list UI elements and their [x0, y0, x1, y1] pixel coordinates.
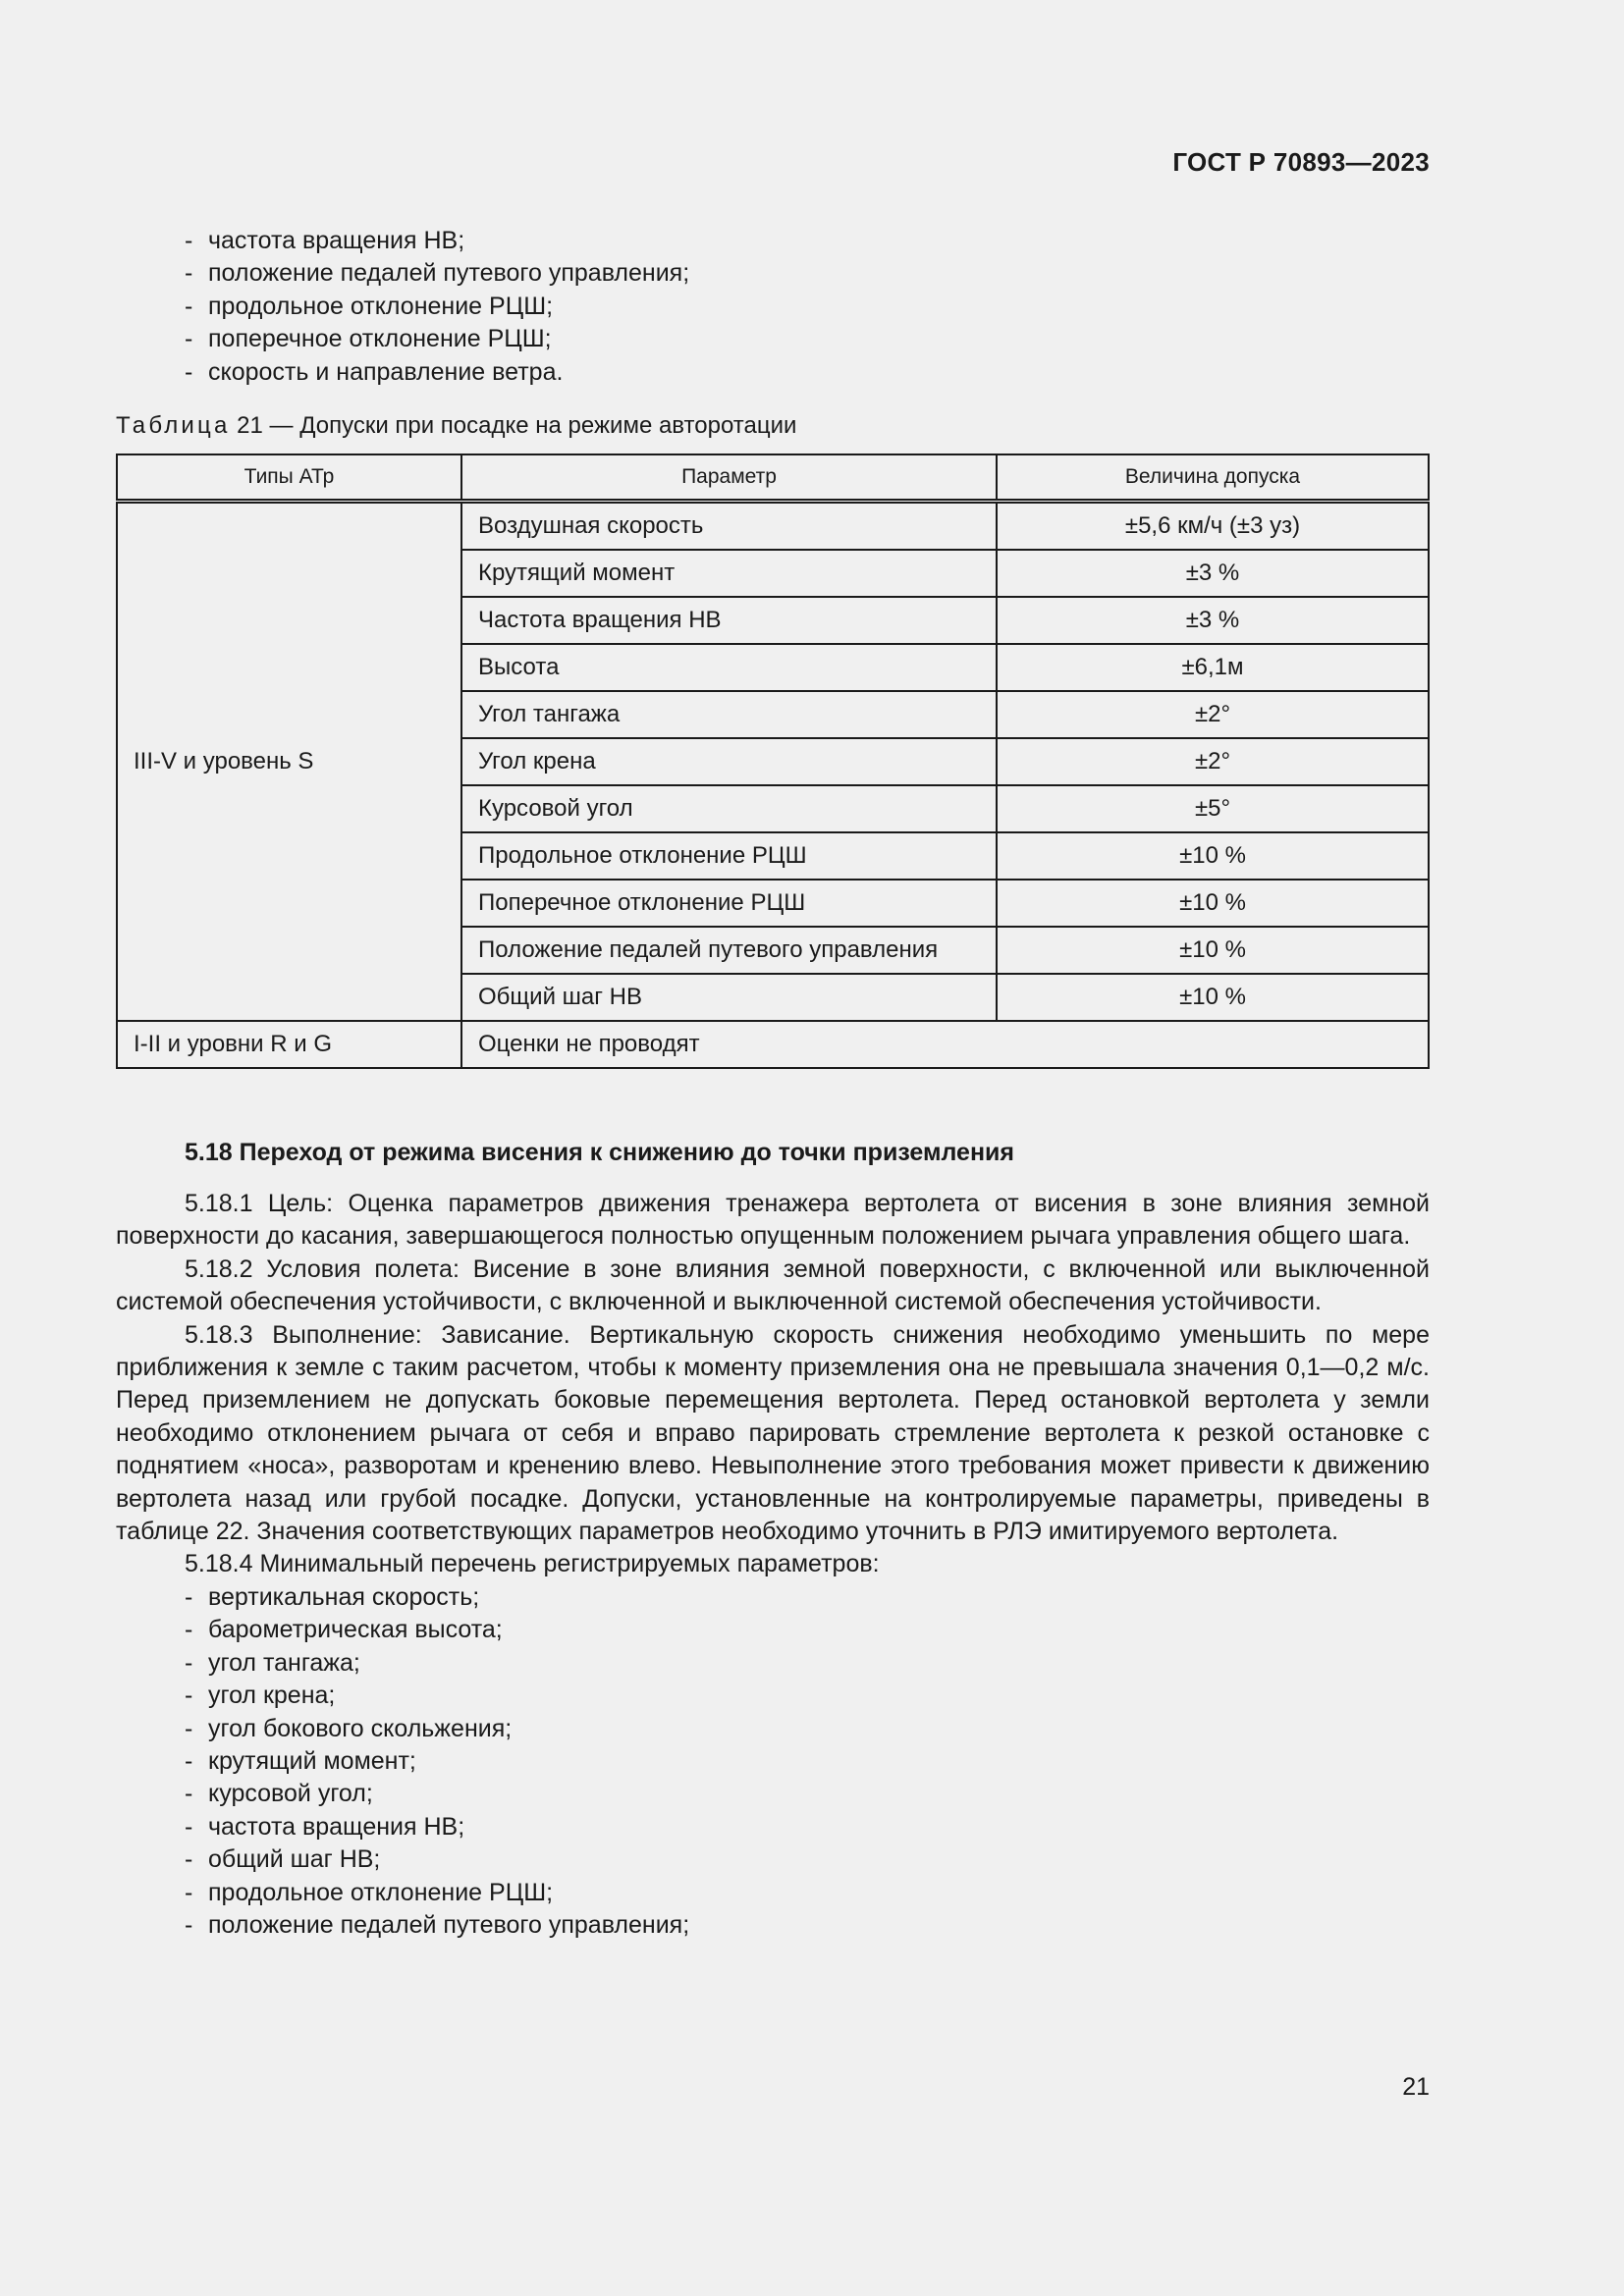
list-item: - вертикальная скорость; — [116, 1581, 1430, 1614]
table-row — [117, 502, 1429, 551]
value-cell: ±3 % — [997, 597, 1429, 644]
list-item: - продольное отклонение РЦШ; — [116, 1877, 1430, 1909]
document-code: ГОСТ Р 70893—2023 — [1172, 147, 1430, 177]
param-cell: Воздушная скорость — [461, 502, 997, 551]
param-cell: Поперечное отклонение РЦШ — [461, 880, 997, 927]
value-cell: ±10 % — [997, 927, 1429, 974]
list-item: - крутящий момент; — [116, 1745, 1430, 1778]
paragraph: 5.18.1 Цель: Оценка параметров движения тренажера вертолета от висения в зоне влияния земной поверхности до касания, завершающегося полностью опущенным положением рычага управления общего шага. — [116, 1190, 1430, 1251]
list-item: - поперечное отклонение РЦШ; — [116, 323, 1430, 355]
table-header-row — [117, 454, 1429, 502]
param-cell: Курсовой угол — [461, 785, 997, 832]
value-cell: ±5,6 км/ч (±3 уз) — [997, 502, 1429, 551]
parameter-list — [116, 1581, 1430, 1942]
table-row — [117, 1021, 1429, 1068]
top-list — [116, 225, 1430, 389]
paragraph: 5.18.4 Минимальный перечень регистрируемых параметров: — [185, 1550, 880, 1578]
list-item: - положение педалей путевого управления; — [116, 1909, 1430, 1942]
type-cell: I-II и уровни R и G — [117, 1021, 461, 1068]
section-heading: 5.18 Переход от режима висения к снижению до точки приземления — [185, 1139, 1014, 1166]
list-item: - скорость и направление ветра. — [116, 356, 1430, 389]
param-cell: Общий шаг НВ — [461, 974, 997, 1021]
list-item: - курсовой угол; — [116, 1778, 1430, 1810]
list-item: - барометрическая высота; — [116, 1614, 1430, 1646]
table-caption-prefix: Таблица — [116, 412, 231, 439]
paragraph: 5.18.2 Условия полета: Висение в зоне влияния земной поверхности, с включенной или выключенной системой обеспечения устойчивости, с включенной и выключенной системой обеспечения устойчивости. — [116, 1255, 1430, 1316]
list-item: - частота вращения НВ; — [116, 1811, 1430, 1843]
param-cell: Частота вращения НВ — [461, 597, 997, 644]
value-cell: ±10 % — [997, 832, 1429, 880]
param-cell: Угол крена — [461, 738, 997, 785]
paragraph: 5.18.3 Выполнение: Зависание. Вертикальную скорость снижения необходимо уменьшить по мере приближения к земле с таким расчетом, чтобы к моменту приземления она не превышала значения 0,1—0,2 м/с. Перед приземлением не допускать боковые перемещения вертолета. Перед остановкой вертолета у земли необходимо отклонением рычага от себя и вправо парировать стремление вертолета к резкой остановке с поднятием «носа», разворотам и кренению влево. Невыполнение этого требования может привести к движению вертолета назад или грубой посадке. Допуски, установленные на контролируемые параметры, приведены в таблице 22. Значения соответствующих параметров необходимо уточнить в РЛЭ имитируемого вертолета. — [116, 1320, 1430, 1546]
list-item: - положение педалей путевого управления; — [116, 257, 1430, 290]
list-item: - общий шаг НВ; — [116, 1843, 1430, 1876]
value-cell: ±5° — [997, 785, 1429, 832]
value-cell: ±3 % — [997, 550, 1429, 597]
list-item: - частота вращения НВ; — [116, 225, 1430, 257]
top-list-block — [116, 225, 1430, 389]
section-body — [116, 1188, 1430, 1942]
list-item: - угол тангажа; — [116, 1647, 1430, 1680]
param-cell: Крутящий момент — [461, 550, 997, 597]
type-cell: III-V и уровень S — [117, 502, 461, 1022]
value-cell: ±10 % — [997, 974, 1429, 1021]
value-cell: ±2° — [997, 691, 1429, 738]
table-caption-text: 21 — Допуски при посадке на режиме авторотации — [230, 412, 797, 439]
param-cell: Угол тангажа — [461, 691, 997, 738]
list-item: - продольное отклонение РЦШ; — [116, 291, 1430, 323]
value-cell: ±6,1м — [997, 644, 1429, 691]
param-cell: Высота — [461, 644, 997, 691]
header-parameter: Параметр — [461, 454, 997, 502]
value-cell: ±10 % — [997, 880, 1429, 927]
page-number: 21 — [1402, 2073, 1430, 2101]
param-cell: Продольное отклонение РЦШ — [461, 832, 997, 880]
value-cell: ±2° — [997, 738, 1429, 785]
header-tolerance: Величина допуска — [997, 454, 1429, 502]
list-item: - угол бокового скольжения; — [116, 1713, 1430, 1745]
note-cell: Оценки не проводят — [461, 1021, 1429, 1068]
header-type: Типы АТр — [117, 454, 461, 502]
param-cell: Положение педалей путевого управления — [461, 927, 997, 974]
table-caption — [116, 412, 796, 440]
list-item: - угол крена; — [116, 1680, 1430, 1712]
tolerance-table — [116, 454, 1430, 1069]
